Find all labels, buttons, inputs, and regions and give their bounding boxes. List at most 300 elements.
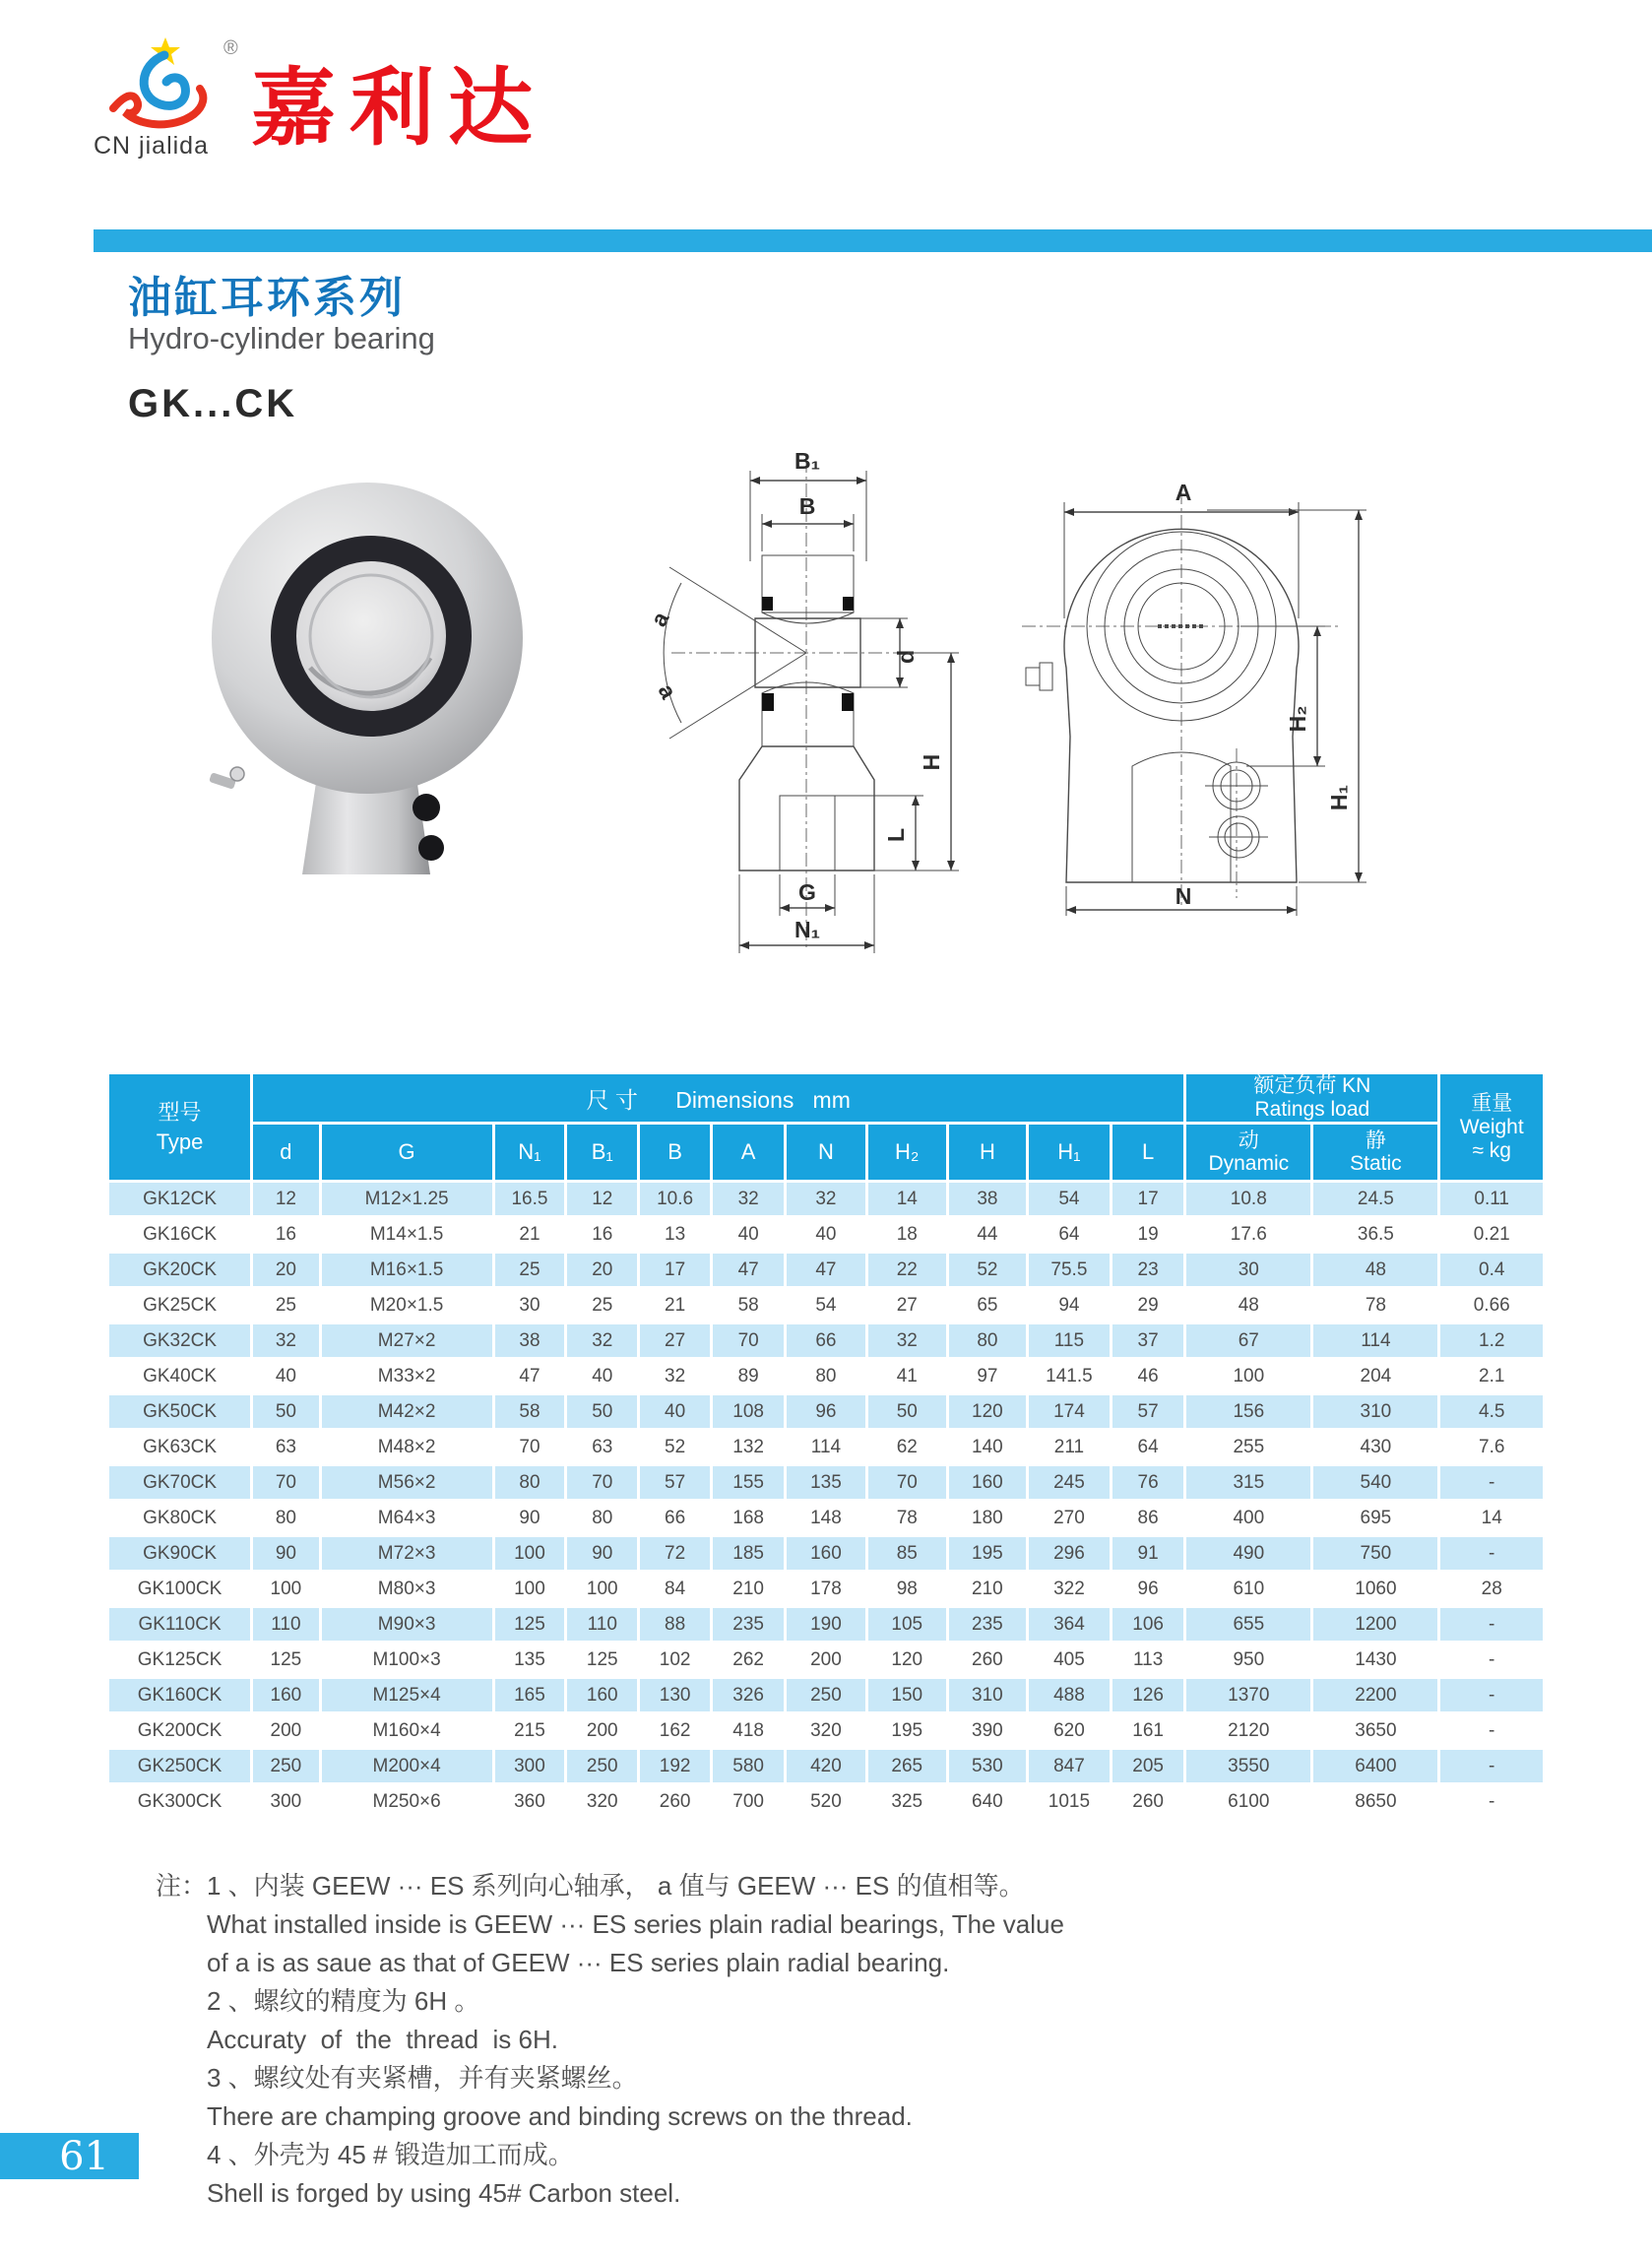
value-cell: 40 <box>713 1218 784 1251</box>
dim-label-b: B <box>798 493 816 519</box>
value-cell: 21 <box>640 1289 710 1322</box>
value-cell: 58 <box>495 1395 565 1428</box>
value-cell: 106 <box>1112 1608 1183 1641</box>
value-cell: 250 <box>567 1750 637 1782</box>
value-cell: 185 <box>713 1537 784 1570</box>
value-cell: 96 <box>1112 1573 1183 1605</box>
table-header-row <box>109 1074 1543 1122</box>
value-cell: 54 <box>1029 1183 1110 1215</box>
dim-col-header: B₁ <box>567 1125 637 1180</box>
set-screw <box>418 835 444 861</box>
value-cell: 126 <box>1112 1679 1183 1711</box>
value-cell: 0.11 <box>1440 1183 1543 1215</box>
logo-caption: CN jialida <box>94 132 209 160</box>
table-row <box>109 1183 1543 1215</box>
model-cell: GK250CK <box>109 1750 250 1782</box>
table-row <box>109 1431 1543 1463</box>
value-cell: 70 <box>253 1466 319 1499</box>
value-cell: M100×3 <box>322 1644 492 1676</box>
value-cell: 88 <box>640 1608 710 1641</box>
value-cell: 195 <box>868 1714 946 1747</box>
value-cell: 17.6 <box>1186 1218 1310 1251</box>
value-cell: 148 <box>787 1502 864 1534</box>
value-cell: 97 <box>949 1360 1026 1392</box>
model-cell: GK25CK <box>109 1289 250 1322</box>
dimensions-header: 尺 寸 Dimensions mm <box>253 1074 1183 1122</box>
model-cell: GK40CK <box>109 1360 250 1392</box>
weight-col-header <box>1440 1074 1543 1180</box>
value-cell: 100 <box>495 1573 565 1605</box>
dim-col-header: N <box>787 1125 864 1180</box>
value-cell: 41 <box>868 1360 946 1392</box>
value-cell: - <box>1440 1714 1543 1747</box>
value-cell: 17 <box>640 1254 710 1286</box>
model-cell: GK100CK <box>109 1573 250 1605</box>
value-cell: 40 <box>640 1395 710 1428</box>
value-cell: 750 <box>1313 1537 1437 1570</box>
note-line: 4 、外壳为 45 # 锻造加工而成。 <box>207 2140 574 2169</box>
value-cell: 64 <box>1112 1431 1183 1463</box>
value-cell: 13 <box>640 1218 710 1251</box>
spec-table <box>106 1071 1546 1821</box>
value-cell: 400 <box>1186 1502 1310 1534</box>
ratings-header <box>1186 1074 1437 1122</box>
value-cell: 1060 <box>1313 1573 1437 1605</box>
value-cell: 40 <box>567 1360 637 1392</box>
value-cell: 215 <box>495 1714 565 1747</box>
note-line: 2 、螺纹的精度为 6H 。 <box>207 1986 480 2016</box>
brand-name: 嘉利达 <box>251 58 546 158</box>
value-cell: M250×6 <box>322 1785 492 1818</box>
value-cell: 110 <box>253 1608 319 1641</box>
value-cell: - <box>1440 1644 1543 1676</box>
value-cell: 211 <box>1029 1431 1110 1463</box>
value-cell: 265 <box>868 1750 946 1782</box>
value-cell: 1015 <box>1029 1785 1110 1818</box>
value-cell: 70 <box>495 1431 565 1463</box>
value-cell: - <box>1440 1608 1543 1641</box>
value-cell: 50 <box>253 1395 319 1428</box>
value-cell: M12×1.25 <box>322 1183 492 1215</box>
value-cell: 1430 <box>1313 1644 1437 1676</box>
value-cell: 620 <box>1029 1714 1110 1747</box>
note-line: Shell is forged by using 45# Carbon steel. <box>207 2178 681 2208</box>
value-cell: 847 <box>1029 1750 1110 1782</box>
static-header-en: Static <box>1350 1152 1402 1175</box>
model-cell: GK110CK <box>109 1608 250 1641</box>
value-cell: 300 <box>495 1750 565 1782</box>
value-cell: 520 <box>787 1785 864 1818</box>
value-cell: 20 <box>567 1254 637 1286</box>
value-cell: 296 <box>1029 1537 1110 1570</box>
note-line: 3 、螺纹处有夹紧槽，并有夹紧螺丝。 <box>207 2063 638 2093</box>
model-code: GK...CK <box>128 382 298 425</box>
value-cell: 98 <box>868 1573 946 1605</box>
value-cell: 420 <box>787 1750 864 1782</box>
model-cell: GK80CK <box>109 1502 250 1534</box>
ratings-header-en: Ratings load <box>1254 1098 1370 1121</box>
value-cell: 89 <box>713 1360 784 1392</box>
value-cell: 62 <box>868 1431 946 1463</box>
value-cell: 310 <box>1313 1395 1437 1428</box>
value-cell: M90×3 <box>322 1608 492 1641</box>
value-cell: 270 <box>1029 1502 1110 1534</box>
value-cell: 0.4 <box>1440 1254 1543 1286</box>
type-col-header-en: Type <box>156 1128 204 1154</box>
table-row <box>109 1714 1543 1747</box>
value-cell: 326 <box>713 1679 784 1711</box>
value-cell: 160 <box>949 1466 1026 1499</box>
value-cell: M56×2 <box>322 1466 492 1499</box>
table-row <box>109 1466 1543 1499</box>
static-header-cn: 静 <box>1365 1129 1386 1152</box>
model-cell: GK20CK <box>109 1254 250 1286</box>
dim-label-h: H <box>919 753 944 771</box>
table-row <box>109 1254 1543 1286</box>
value-cell: 94 <box>1029 1289 1110 1322</box>
weight-header-cn: 重量 <box>1471 1091 1513 1115</box>
value-cell: 490 <box>1186 1537 1310 1570</box>
value-cell: 16 <box>253 1218 319 1251</box>
note-line: Accuraty of the thread is 6H. <box>207 2025 558 2054</box>
value-cell: 205 <box>1112 1750 1183 1782</box>
value-cell: 63 <box>567 1431 637 1463</box>
table-row <box>109 1750 1543 1782</box>
value-cell: 110 <box>567 1608 637 1641</box>
value-cell: 32 <box>868 1324 946 1357</box>
value-cell: 174 <box>1029 1395 1110 1428</box>
value-cell: 14 <box>868 1183 946 1215</box>
dim-label-g: G <box>798 879 816 905</box>
value-cell: 100 <box>1186 1360 1310 1392</box>
value-cell: 165 <box>495 1679 565 1711</box>
value-cell: 12 <box>567 1183 637 1215</box>
model-cell: GK90CK <box>109 1537 250 1570</box>
value-cell: 65 <box>949 1289 1026 1322</box>
notes-label: 注： <box>156 1871 208 1901</box>
value-cell: 950 <box>1186 1644 1310 1676</box>
value-cell: 80 <box>495 1466 565 1499</box>
value-cell: 1200 <box>1313 1608 1437 1641</box>
dim-label-l: L <box>883 827 909 843</box>
table-row <box>109 1537 1543 1570</box>
value-cell: 46 <box>1112 1360 1183 1392</box>
table-row <box>109 1785 1543 1818</box>
value-cell: - <box>1440 1537 1543 1570</box>
value-cell: 0.21 <box>1440 1218 1543 1251</box>
value-cell: 38 <box>495 1324 565 1357</box>
dim-label-b1: B₁ <box>794 448 821 474</box>
value-cell: 27 <box>640 1324 710 1357</box>
value-cell: 405 <box>1029 1644 1110 1676</box>
value-cell: M80×3 <box>322 1573 492 1605</box>
value-cell: 78 <box>1313 1289 1437 1322</box>
value-cell: M48×2 <box>322 1431 492 1463</box>
value-cell: 160 <box>787 1537 864 1570</box>
value-cell: 418 <box>713 1714 784 1747</box>
value-cell: 25 <box>567 1289 637 1322</box>
value-cell: 178 <box>787 1573 864 1605</box>
value-cell: 32 <box>713 1183 784 1215</box>
value-cell: 260 <box>1112 1785 1183 1818</box>
value-cell: 100 <box>495 1537 565 1570</box>
value-cell: 115 <box>1029 1324 1110 1357</box>
note-line: 1 、内装 GEEW ··· ES 系列向心轴承， a 值与 GEEW ··· ES 的值相等。 <box>207 1871 1025 1901</box>
value-cell: 120 <box>949 1395 1026 1428</box>
value-cell: 1370 <box>1186 1679 1310 1711</box>
dim-label-a: A <box>1175 480 1192 505</box>
set-screw <box>413 794 440 821</box>
value-cell: 390 <box>949 1714 1026 1747</box>
model-cell: GK32CK <box>109 1324 250 1357</box>
model-cell: GK50CK <box>109 1395 250 1428</box>
value-cell: 195 <box>949 1537 1026 1570</box>
dim-col-header: H <box>949 1125 1026 1180</box>
model-cell: GK63CK <box>109 1431 250 1463</box>
value-cell: 28 <box>1440 1573 1543 1605</box>
value-cell: 125 <box>253 1644 319 1676</box>
value-cell: 85 <box>868 1537 946 1570</box>
value-cell: 325 <box>868 1785 946 1818</box>
dim-col-header: d <box>253 1125 319 1180</box>
value-cell: M125×4 <box>322 1679 492 1711</box>
value-cell: 52 <box>949 1254 1026 1286</box>
value-cell: 114 <box>787 1431 864 1463</box>
value-cell: 161 <box>1112 1714 1183 1747</box>
value-cell: 2120 <box>1186 1714 1310 1747</box>
value-cell: 21 <box>495 1218 565 1251</box>
value-cell: 530 <box>949 1750 1026 1782</box>
dynamic-header-cn: 动 <box>1238 1129 1259 1152</box>
value-cell: 125 <box>495 1608 565 1641</box>
angle-label-a-top: a <box>645 607 674 631</box>
value-cell: 580 <box>713 1750 784 1782</box>
value-cell: M16×1.5 <box>322 1254 492 1286</box>
value-cell: M42×2 <box>322 1395 492 1428</box>
value-cell: 168 <box>713 1502 784 1534</box>
value-cell: 19 <box>1112 1218 1183 1251</box>
value-cell: M20×1.5 <box>322 1289 492 1322</box>
value-cell: 320 <box>787 1714 864 1747</box>
value-cell: 32 <box>253 1324 319 1357</box>
table-row <box>109 1608 1543 1641</box>
value-cell: 63 <box>253 1431 319 1463</box>
registered-mark: ® <box>223 37 238 59</box>
series-title-en: Hydro-cylinder bearing <box>128 321 435 355</box>
value-cell: 3550 <box>1186 1750 1310 1782</box>
value-cell: 0.66 <box>1440 1289 1543 1322</box>
dim-col-header: B <box>640 1125 710 1180</box>
value-cell: 90 <box>567 1537 637 1570</box>
value-cell: 90 <box>495 1502 565 1534</box>
value-cell: 140 <box>949 1431 1026 1463</box>
value-cell: M160×4 <box>322 1714 492 1747</box>
value-cell: 364 <box>1029 1608 1110 1641</box>
value-cell: 540 <box>1313 1466 1437 1499</box>
value-cell: 156 <box>1186 1395 1310 1428</box>
value-cell: 72 <box>640 1537 710 1570</box>
value-cell: 16 <box>567 1218 637 1251</box>
value-cell: 22 <box>868 1254 946 1286</box>
value-cell: 91 <box>1112 1537 1183 1570</box>
value-cell: 180 <box>949 1502 1026 1534</box>
value-cell: 75.5 <box>1029 1254 1110 1286</box>
series-title-cn: 油缸耳环系列 <box>128 274 406 322</box>
value-cell: 47 <box>787 1254 864 1286</box>
weight-header-en: Weight <box>1459 1115 1524 1138</box>
value-cell: 255 <box>1186 1431 1310 1463</box>
angle-label-a-bottom: a <box>653 679 682 703</box>
notes-lines <box>207 1867 1288 2213</box>
value-cell: 20 <box>253 1254 319 1286</box>
value-cell: 130 <box>640 1679 710 1711</box>
value-cell: 310 <box>949 1679 1026 1711</box>
dynamic-header-en: Dynamic <box>1208 1152 1290 1175</box>
value-cell: 47 <box>713 1254 784 1286</box>
value-cell: 29 <box>1112 1289 1183 1322</box>
value-cell: 141.5 <box>1029 1360 1110 1392</box>
value-cell: M64×3 <box>322 1502 492 1534</box>
bearing-bore <box>296 561 446 711</box>
value-cell: 40 <box>787 1218 864 1251</box>
value-cell: 155 <box>713 1466 784 1499</box>
value-cell: 260 <box>949 1644 1026 1676</box>
table-body <box>109 1183 1543 1818</box>
ratings-static-header <box>1313 1125 1437 1180</box>
value-cell: 488 <box>1029 1679 1110 1711</box>
product-photo <box>182 461 566 879</box>
value-cell: 70 <box>868 1466 946 1499</box>
table-row <box>109 1502 1543 1534</box>
value-cell: 30 <box>495 1289 565 1322</box>
value-cell: 80 <box>787 1360 864 1392</box>
value-cell: - <box>1440 1785 1543 1818</box>
value-cell: 160 <box>567 1679 637 1711</box>
value-cell: 80 <box>949 1324 1026 1357</box>
table-row <box>109 1573 1543 1605</box>
value-cell: 6100 <box>1186 1785 1310 1818</box>
value-cell: 84 <box>640 1573 710 1605</box>
value-cell: 30 <box>1186 1254 1310 1286</box>
model-cell: GK12CK <box>109 1183 250 1215</box>
value-cell: 25 <box>495 1254 565 1286</box>
value-cell: 37 <box>1112 1324 1183 1357</box>
table-row <box>109 1289 1543 1322</box>
note-line: What installed inside is GEEW ··· ES series plain radial bearings, The value <box>207 1909 1064 1939</box>
value-cell: 48 <box>1313 1254 1437 1286</box>
page-number: 61 <box>0 2133 139 2179</box>
value-cell: 113 <box>1112 1644 1183 1676</box>
value-cell: 57 <box>1112 1395 1183 1428</box>
value-cell: 200 <box>567 1714 637 1747</box>
value-cell: 12 <box>253 1183 319 1215</box>
value-cell: 66 <box>640 1502 710 1534</box>
value-cell: 322 <box>1029 1573 1110 1605</box>
model-cell: GK300CK <box>109 1785 250 1818</box>
dim-col-header: H₁ <box>1029 1125 1110 1180</box>
value-cell: M33×2 <box>322 1360 492 1392</box>
value-cell: 204 <box>1313 1360 1437 1392</box>
value-cell: 102 <box>640 1644 710 1676</box>
dim-col-header: H₂ <box>868 1125 946 1180</box>
value-cell: 10.8 <box>1186 1183 1310 1215</box>
value-cell: 132 <box>713 1431 784 1463</box>
table-row <box>109 1395 1543 1428</box>
value-cell: 14 <box>1440 1502 1543 1534</box>
table-row <box>109 1360 1543 1392</box>
value-cell: 58 <box>713 1289 784 1322</box>
value-cell: 3650 <box>1313 1714 1437 1747</box>
value-cell: 150 <box>868 1679 946 1711</box>
value-cell: 120 <box>868 1644 946 1676</box>
dim-label-n1: N₁ <box>794 917 821 942</box>
value-cell: 25 <box>253 1289 319 1322</box>
value-cell: 7.6 <box>1440 1431 1543 1463</box>
value-cell: 235 <box>713 1608 784 1641</box>
section-drawing <box>612 445 996 982</box>
note-line: of a is as saue as that of GEEW ··· ES series plain radial bearing. <box>207 1948 950 1977</box>
value-cell: 114 <box>1313 1324 1437 1357</box>
value-cell: 640 <box>949 1785 1026 1818</box>
value-cell: 235 <box>949 1608 1026 1641</box>
value-cell: 360 <box>495 1785 565 1818</box>
value-cell: 23 <box>1112 1254 1183 1286</box>
value-cell: 32 <box>787 1183 864 1215</box>
value-cell: 40 <box>253 1360 319 1392</box>
value-cell: 200 <box>253 1714 319 1747</box>
table-row <box>109 1218 1543 1251</box>
value-cell: 90 <box>253 1537 319 1570</box>
dim-col-header: L <box>1112 1125 1183 1180</box>
value-cell: 6400 <box>1313 1750 1437 1782</box>
value-cell: 100 <box>567 1573 637 1605</box>
value-cell: 57 <box>640 1466 710 1499</box>
value-cell: 300 <box>253 1785 319 1818</box>
dim-label-n: N <box>1175 883 1192 909</box>
value-cell: 47 <box>495 1360 565 1392</box>
value-cell: 67 <box>1186 1324 1310 1357</box>
value-cell: 32 <box>567 1324 637 1357</box>
company-logo <box>94 35 261 163</box>
dim-label-h2: H₂ <box>1285 705 1310 733</box>
weight-header-unit: ≈ kg <box>1472 1138 1511 1162</box>
value-cell: 8650 <box>1313 1785 1437 1818</box>
model-cell: GK125CK <box>109 1644 250 1676</box>
value-cell: 44 <box>949 1218 1026 1251</box>
value-cell: 50 <box>868 1395 946 1428</box>
value-cell: 80 <box>567 1502 637 1534</box>
table-row <box>109 1644 1543 1676</box>
type-col-header <box>109 1074 250 1180</box>
value-cell: 105 <box>868 1608 946 1641</box>
value-cell: 700 <box>713 1785 784 1818</box>
value-cell: 24.5 <box>1313 1183 1437 1215</box>
value-cell: - <box>1440 1466 1543 1499</box>
type-col-header-cn: 型号 <box>158 1099 202 1125</box>
value-cell: 190 <box>787 1608 864 1641</box>
value-cell: 245 <box>1029 1466 1110 1499</box>
value-cell: 250 <box>787 1679 864 1711</box>
value-cell: 18 <box>868 1218 946 1251</box>
table-row <box>109 1679 1543 1711</box>
value-cell: 430 <box>1313 1431 1437 1463</box>
value-cell: 36.5 <box>1313 1218 1437 1251</box>
value-cell: 610 <box>1186 1573 1310 1605</box>
value-cell: 655 <box>1186 1608 1310 1641</box>
model-cell: GK200CK <box>109 1714 250 1747</box>
value-cell: 160 <box>253 1679 319 1711</box>
value-cell: 108 <box>713 1395 784 1428</box>
